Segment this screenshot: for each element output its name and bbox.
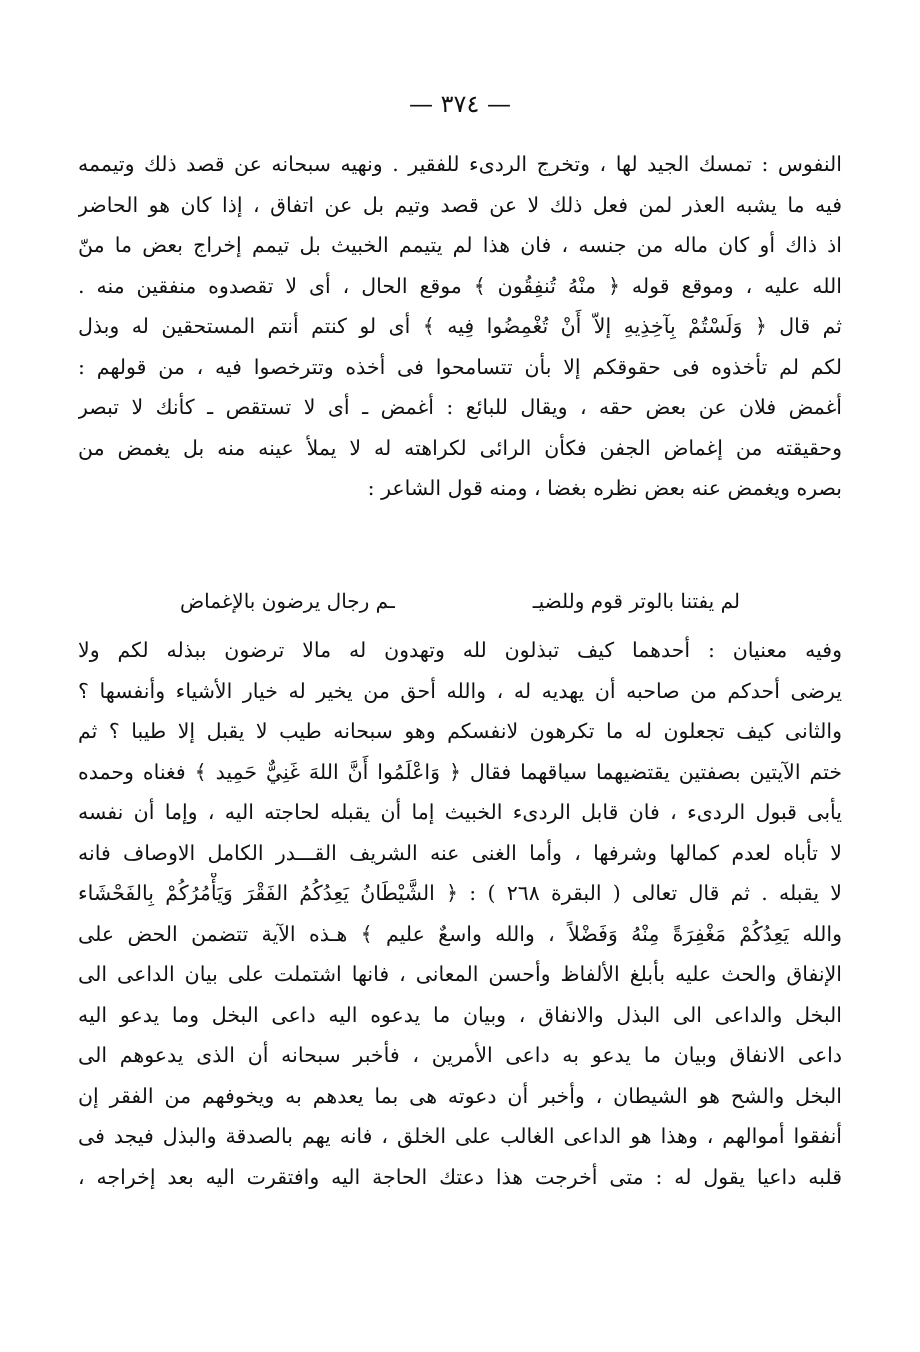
verse-second-hemistich: ـم رجال يرضون بالإغماض (180, 589, 395, 613)
page-number: — ٣٧٤ — (409, 90, 511, 118)
text-line: لكم لم تأخذوه فى حقوقكم إلا بأن تتسامحوا فى أخذه وتترخصوا فيه ، من قولهم : (78, 354, 842, 379)
text-line: البخل والشح هو الشيطان ، وأخبر أن دعوته هى بما يعدهم به ويخوفهم من الفقر إن (78, 1083, 842, 1108)
text-line: بصره ويغمض عنه بعض نظره بغضا ، ومنه قول الشاعر : (367, 476, 842, 500)
text-line: أغمض فلان عن بعض حقه ، ويقال للبائع : أغمض ـ أى لا تستقص ـ كأنك لا تبصر (78, 395, 842, 419)
text-line: داعى الانفاق وبيان ما يدعو به داعى الأمرين ، فأخبر سبحانه أن الذى يدعوهم الى (78, 1043, 842, 1067)
text-line: ختم الآيتين بصفتين يقتضيهما سياقهما فقال ﴿ وَاعْلَمُوا أَنَّ اللهَ غَنِيٌّ حَمِيد ﴾ فغناه وحمده (78, 759, 842, 784)
text-line: ثم قال ﴿ وَلَسْتُمْ بِآخِذِيهِ إلاّ أَنْ تُغْمِضُوا فِيه ﴾ أى لو كنتم أنتم المستحقين له وبذل (78, 314, 842, 338)
text-line: الله عليه ، وموقع قوله ﴿ منْهُ تُنفِقُون ﴾ موقع الحال ، أى لا تقصدوه منفقين منه . (78, 273, 842, 298)
text-line: أنفقوا أموالهم ، وهذا هو الداعى الغالب على الخلق ، فانه يهم بالصدقة والبذل فيجد فى (78, 1124, 842, 1148)
text-line: لا يقبله . ثم قال تعالى ( البقرة ٢٦٨ ) : ﴿ الشَّيْطَانُ يَعِدُكُمُ الفَقْرَ وَيَأْمُرُكُمْ بِالفَحْشَاء (78, 881, 842, 905)
text-line: والله يَعِدُكُمْ مَغْفِرَةً مِنْهُ وَفَضْلاً ، والله واسعٌ عليم ﴾ هـذه الآية تتضمن الحض على (78, 921, 842, 946)
verse-first-hemistich: لم يفتنا بالوتر قوم وللضيـ (532, 589, 740, 613)
text-line: النفوس : تمسك الجيد لها ، وتخرج الردىء للفقير . ونهيه سبحانه عن قصد ذلك وتيممه (78, 152, 842, 176)
text-line: يأبى قبول الردىء ، فان قابل الردىء الخبيث إما أن يقبله لحاجته اليه ، وإما أن نفسه (78, 800, 842, 824)
text-line: والثانى كيف تجعلون له ما تكرهون لانفسكم وهو سبحانه طيب لا يقبل إلا طيبا ؟ ثم (78, 719, 842, 743)
text-line: وحقيقته من إغماض الجفن فكأن الرائى لكراهته له لا يملأ عينه منه بل يغمض من (78, 435, 842, 460)
text-line: فيه ما يشبه العذر لمن فعل ذلك لا عن قصد وتيم بل عن اتفاق ، إذا كان هو الحاضر (78, 192, 842, 217)
text-line: وفيه معنيان : أحدهما كيف تبذلون لله وتهدون له مالا ترضون ببذله لكم ولا (78, 638, 842, 662)
text-line: البخل والداعى الى البذل والانفاق ، وبيان ما يدعوه اليه داعى البخل وما يدعو اليه (78, 1002, 842, 1027)
text-line: الإنفاق والحث عليه بأبلغ الألفاظ وأحسن المعانى ، فانها اشتملت على بيان الداعى الى (78, 962, 842, 986)
text-line: قلبه داعيا يقول له : متى أخرجت هذا دعتك الحاجة اليه وافتقرت اليه بعد إخراجه ، (78, 1164, 842, 1189)
text-line: لا تأباه لعدم كمالها وشرفها ، وأما الغنى عنه الشريف القـــدر الكامل الاوصاف فانه (78, 840, 842, 865)
text-block-1 (78, 144, 842, 509)
text-line: يرضى أحدكم من صاحبه أن يهديه له ، والله أحق من يخير له خيار الأشياء وأنفسها ؟ (78, 678, 842, 703)
text-line: اذ ذاك أو كان ماله من جنسه ، فان هذا لم يتيمم الخبيث بل تيمم إخراج بعض ما منّ (78, 233, 842, 257)
poetry-verse (180, 580, 740, 622)
text-block-2 (78, 630, 842, 1197)
